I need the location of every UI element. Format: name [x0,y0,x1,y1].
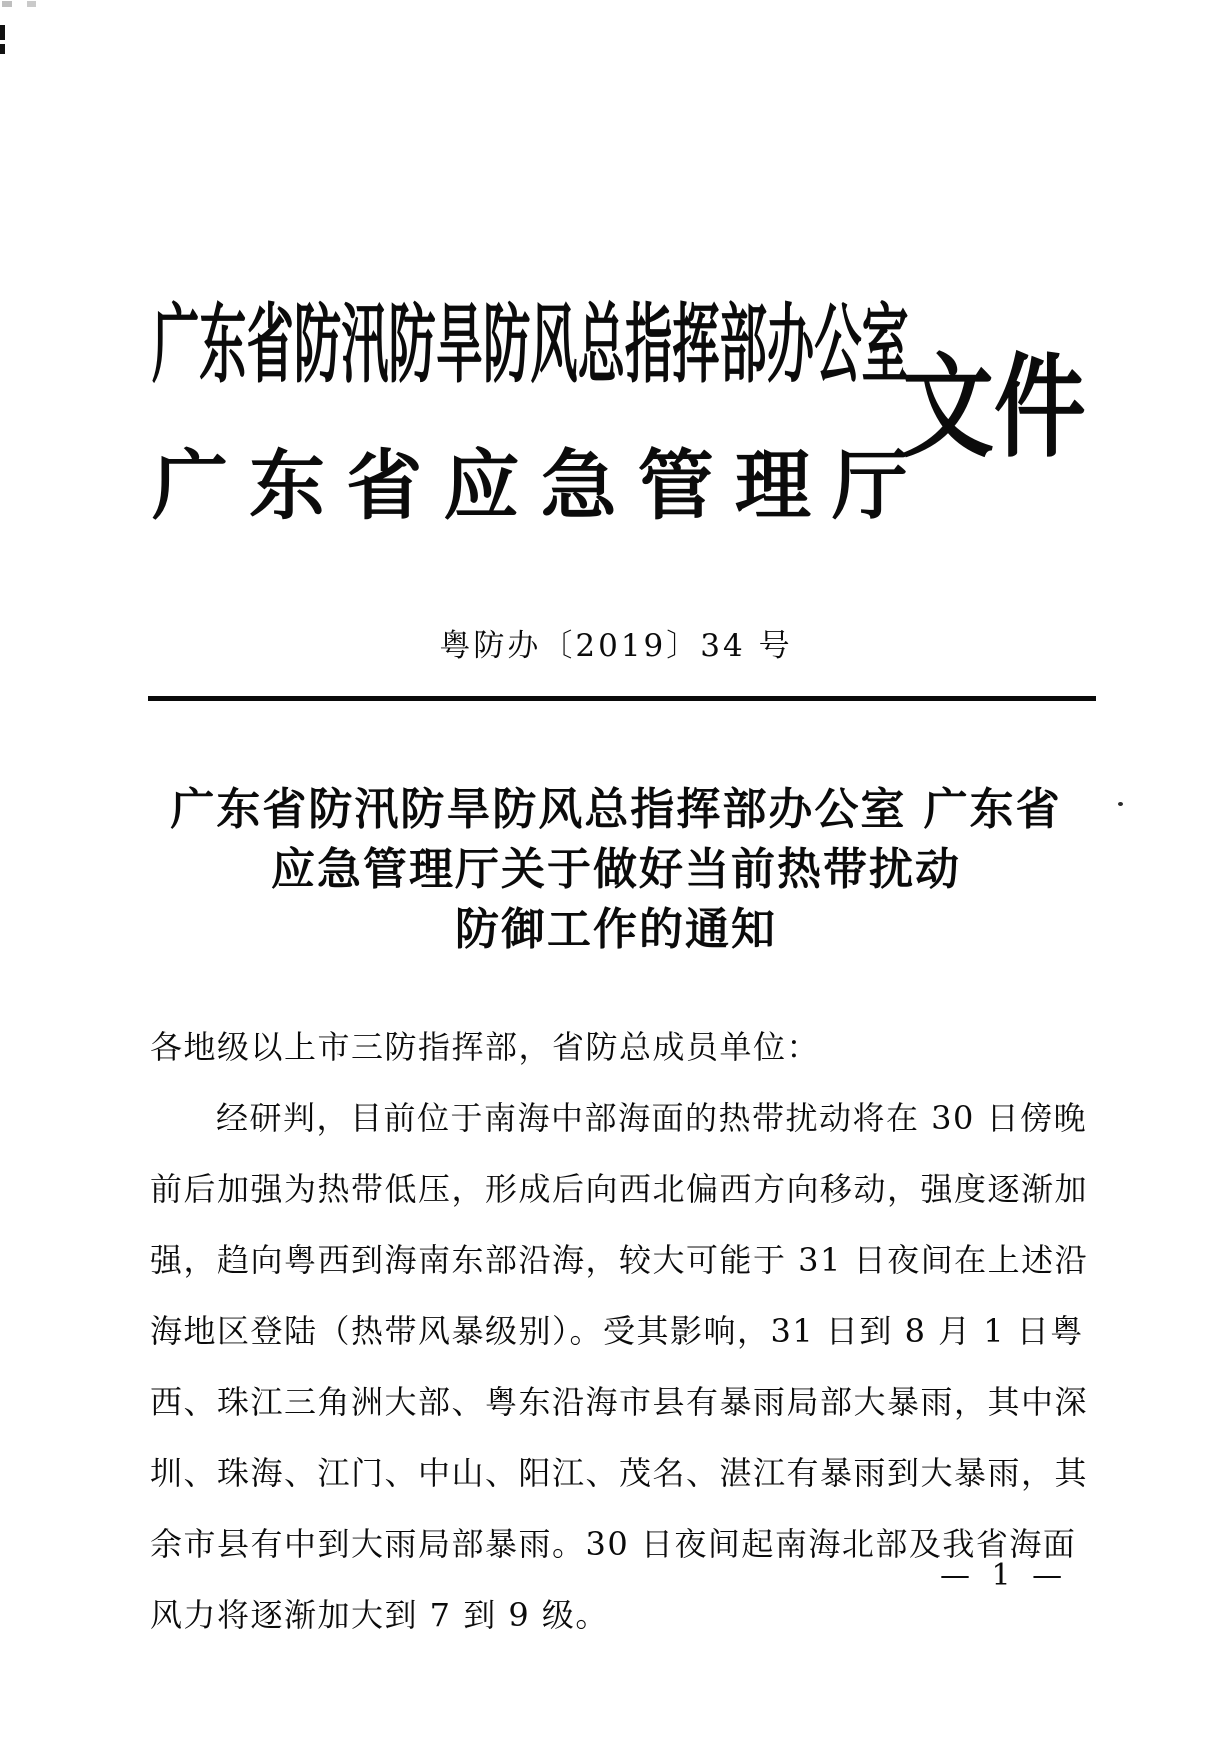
letterhead-org-line-2: 广东省应急管理厅 [152,441,908,530]
doc-body [150,1012,1110,1651]
scan-artifact [27,1,36,7]
letterhead-rule [148,696,1096,701]
body-line: 西、珠江三角洲大部、粤东沿海市县有暴雨局部大暴雨，其中深 [150,1383,1089,1421]
scan-artifact [0,44,5,54]
body-line: 强，趋向粤西到海南东部沿海，较大可能于 31 日夜间在上述沿 [150,1241,1089,1279]
doc-title [0,780,1232,960]
body-line: 圳、珠海、江门、中山、阳江、茂名、湛江有暴雨到大暴雨，其 [150,1454,1089,1492]
scan-artifact [2,1,12,7]
body-line: 前后加强为热带低压，形成后向西北偏西方向移动，强度逐渐加 [150,1170,1089,1208]
scan-artifact [0,25,5,40]
doc-title-line: 广东省防汛防旱防风总指挥部办公室 广东省 [170,784,1062,835]
page-number: — 1 — [940,1558,1069,1593]
letterhead-org-line-1: 广东省防汛防旱防风总指挥部办公室 [152,294,909,395]
salutation-line: 各地级以上市三防指挥部，省防总成员单位： [150,1028,821,1066]
doc-title-line: 应急管理厅关于做好当前热带扰动 [271,844,961,895]
body-line: 余市县有中到大雨局部暴雨。30 日夜间起南海北部及我省海面 [150,1525,1077,1563]
doc-number: 粤防办〔2019〕34 号 [439,628,793,664]
body-line: 风力将逐渐加大到 7 到 9 级。 [150,1596,609,1634]
letterhead-doc-type-label: 文件 [902,342,1086,473]
body-line: 海地区登陆（热带风暴级别）。受其影响，31 日到 8 月 1 日粤 [150,1312,1084,1350]
doc-title-line: 防御工作的通知 [455,904,777,955]
body-line: 经研判，目前位于南海中部海面的热带扰动将在 30 日傍晚 [216,1099,1088,1137]
